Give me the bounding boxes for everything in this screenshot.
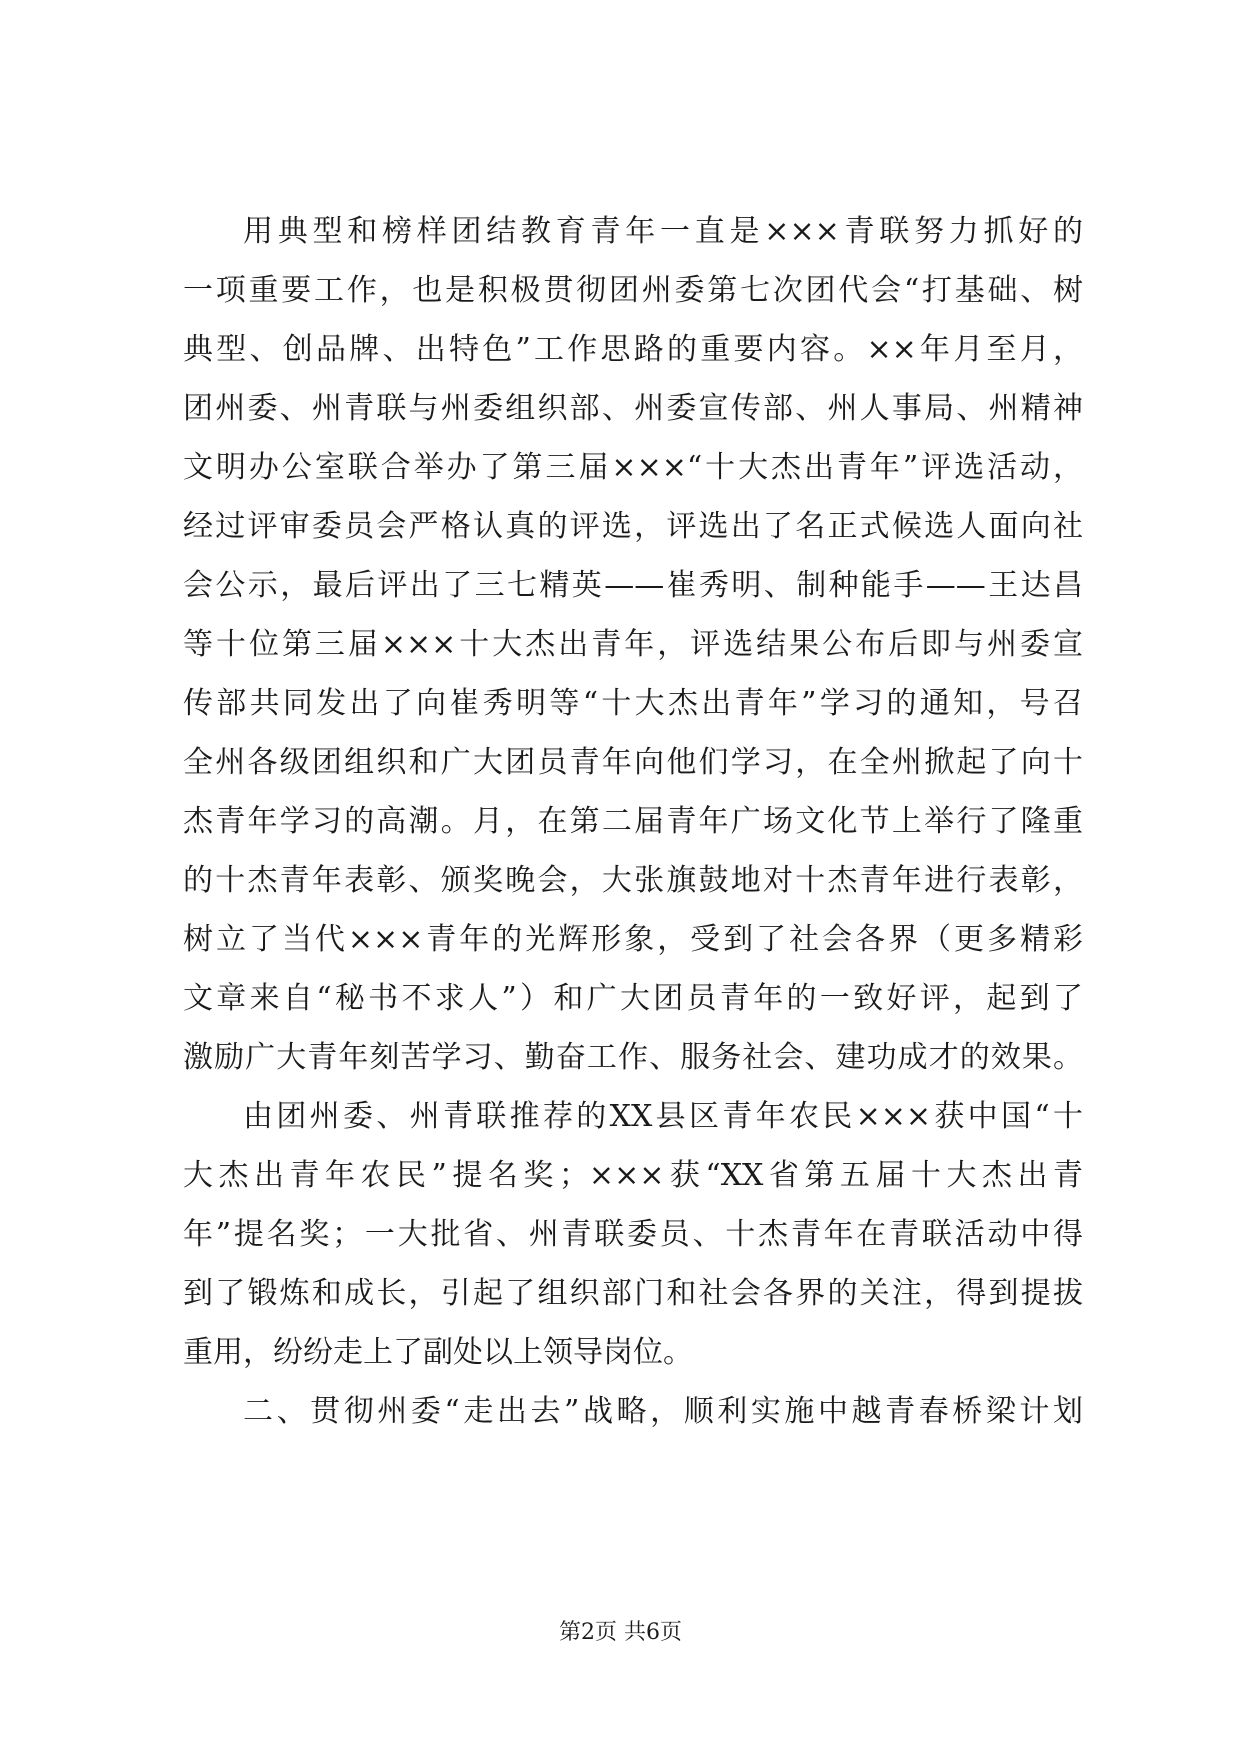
paragraph-1-line-2: 一项重要工作，也是积极贯彻团州委第七次团代会“打基础、树 <box>183 273 1083 308</box>
paragraph-1-line-4: 团州委、州青联与州委组织部、州委宣传部、州人事局、州精神 <box>183 391 1083 426</box>
paragraph-1-line-14: 文章来自“秘书不求人”）和广大团员青年的一致好评，起到了 <box>183 981 1083 1016</box>
paragraph-2-line-2: 大杰出青年农民”提名奖；×××获“XX省第五届十大杰出青 <box>183 1158 1083 1193</box>
paragraph-1-line-8: 等十位第三届×××十大杰出青年，评选结果公布后即与州委宣 <box>183 627 1083 662</box>
paragraph-1-line-3: 典型、创品牌、出特色”工作思路的重要内容。××年月至月， <box>183 332 1083 367</box>
paragraph-1-line-13: 树立了当代×××青年的光辉形象，受到了社会各界（更多精彩 <box>183 922 1083 957</box>
page-number-footer: 第2页 共6页 <box>559 1620 682 1645</box>
paragraph-2-line-1: 由团州委、州青联推荐的XX县区青年农民×××获中国“十 <box>243 1099 1083 1134</box>
paragraph-1-line-15: 激励广大青年刻苦学习、勤奋工作、服务社会、建功成才的效果。 <box>183 1040 1083 1075</box>
section-heading-2: 二、贯彻州委“走出去”战略，顺利实施中越青春桥梁计划 <box>243 1394 1083 1429</box>
paragraph-1-line-9: 传部共同发出了向崔秀明等“十大杰出青年”学习的通知，号召 <box>183 686 1083 721</box>
paragraph-1-line-5: 文明办公室联合举办了第三届×××“十大杰出青年”评选活动， <box>183 450 1083 485</box>
paragraph-1-line-1: 用典型和榜样团结教育青年一直是×××青联努力抓好的 <box>243 214 1083 249</box>
paragraph-1-line-6: 经过评审委员会严格认真的评选，评选出了名正式候选人面向社 <box>183 509 1083 544</box>
paragraph-2-line-5: 重用，纷纷走上了副处以上领导岗位。 <box>183 1335 693 1370</box>
paragraph-2-line-4: 到了锻炼和成长，引起了组织部门和社会各界的关注，得到提拔 <box>183 1276 1083 1311</box>
paragraph-2-line-3: 年”提名奖；一大批省、州青联委员、十杰青年在青联活动中得 <box>183 1217 1083 1252</box>
paragraph-1-line-11: 杰青年学习的高潮。月，在第二届青年广场文化节上举行了隆重 <box>183 804 1083 839</box>
paragraph-1-line-10: 全州各级团组织和广大团员青年向他们学习，在全州掀起了向十 <box>183 745 1083 780</box>
paragraph-1-line-12: 的十杰青年表彰、颁奖晚会，大张旗鼓地对十杰青年进行表彰， <box>183 863 1083 898</box>
paragraph-1-line-7: 会公示，最后评出了三七精英——崔秀明、制种能手——王达昌 <box>183 568 1083 603</box>
